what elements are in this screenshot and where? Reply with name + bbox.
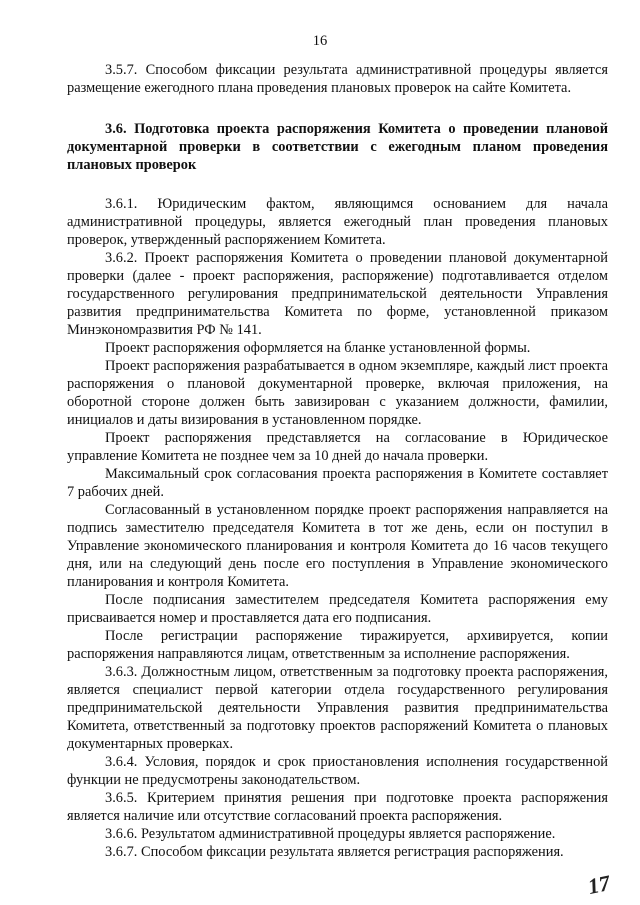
paragraph-3-5-7: 3.5.7. Способом фиксации результата административной процедуры является размещение ежегодного плана проведения плановых проверок на сайте Комитета. (67, 62, 608, 96)
page-number: 16 (312, 33, 328, 49)
paragraph-3-6-6: 3.6.6. Результатом административной процедуры является распоряжение. (105, 826, 556, 842)
paragraph-registration: После регистрации распоряжение тиражируется, архивируется, копии распоряжения направляются лицам, ответственным за исполнение распоряжения. (67, 628, 608, 662)
paragraph-form: Проект распоряжения оформляется на бланке установленной формы. (105, 340, 531, 356)
paragraph-signing: Согласованный в установленном порядке проект распоряжения направляется на подпись заместителю председателя Комитета в тот же день, если он поступил в Управление экономического планирования и контроля Комитета до 16 часов текущего дня, или на следующий день после его поступления в Управление экономического планирования и контроля Комитета. (67, 502, 608, 590)
handwritten-mark: 17 (585, 869, 613, 900)
paragraph-3-6-7: 3.6.7. Способом фиксации результата является регистрация распоряжения. (105, 844, 564, 860)
paragraph-max-term: Максимальный срок согласования проекта распоряжения в Комитете составляет 7 рабочих дней. (67, 466, 608, 500)
document-body (67, 61, 608, 861)
paragraph-approval: Проект распоряжения представляется на согласование в Юридическое управление Комитета не позднее чем за 10 дней до начала проверки. (67, 430, 608, 464)
paragraph-3-6-1: 3.6.1. Юридическим фактом, являющимся основанием для начала административной процедуры, является ежегодный план проведения плановых проверок, утвержденный распоряжением Комитета. (67, 196, 608, 248)
paragraph-3-6-5: 3.6.5. Критерием принятия решения при подготовке проекта распоряжения является наличие или отсутствие согласований проекта распоряжения. (67, 790, 608, 824)
section-heading-3-6: 3.6. Подготовка проекта распоряжения Комитета о проведении плановой документарной проверки в соответствии с ежегодным планом проведения плановых проверок (67, 121, 608, 173)
paragraph-3-6-2: 3.6.2. Проект распоряжения Комитета о проведении плановой документарной проверки (далее - проект распоряжения, распоряжение) подготавливается отделом государственного регулирования предпринимательской деятельности Управления развития предпринимательства Комитета по форме, установленной приказом Минэкономразвития РФ № 141. (67, 250, 608, 338)
paragraph-numbering: После подписания заместителем председателя Комитета распоряжения ему присваивается номер и проставляется дата его подписания. (67, 592, 608, 626)
paragraph-3-6-4: 3.6.4. Условия, порядок и срок приостановления исполнения государственной функции не предусмотрены законодательством. (67, 754, 608, 788)
paragraph-copies: Проект распоряжения разрабатывается в одном экземпляре, каждый лист проекта распоряжения о плановой документарной проверке, включая приложения, на оборотной стороне должен быть завизирован с указанием должности, фамилии, инициалов и даты визирования в установленном порядке. (67, 358, 608, 428)
paragraph-3-6-3: 3.6.3. Должностным лицом, ответственным за подготовку проекта распоряжения, является специалист первой категории отдела государственного регулирования предпринимательской деятельности Управления развития предпринимательства Комитета, ответственный за подготовку проектов распоряжений Комитета о плановых документарных проверках. (67, 664, 608, 752)
